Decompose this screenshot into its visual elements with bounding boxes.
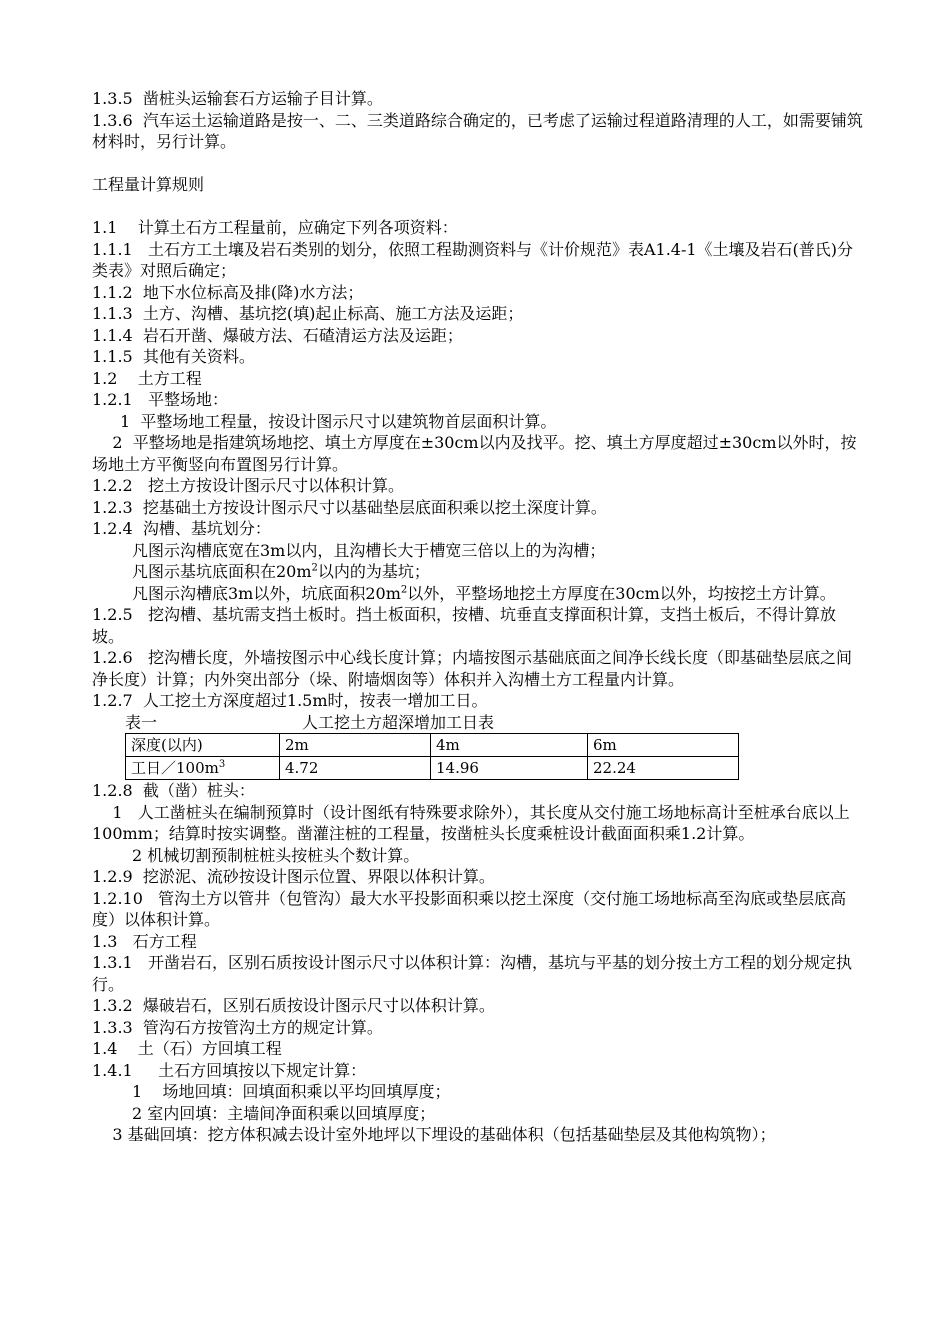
rule-line: 1.3.3 管沟石方按管沟土方的规定计算。 xyxy=(92,1017,383,1037)
rule-line: 1.4.1 土石方回填按以下规定计算： xyxy=(92,1060,367,1080)
rule-line: 1.2.1 平整场地： xyxy=(92,390,228,409)
table-row-label: 工日$/100m^3$ xyxy=(126,757,280,780)
table-header-cell: 6m xyxy=(588,734,739,757)
table-cell: 22.24 xyxy=(588,757,739,780)
rule-line: 1.2.10 管沟土方以管井（包管沟）最大水平投影面积乘以挖土深度（交付施工场地标高至沟底或垫层底高度）以体积计算。 xyxy=(92,888,847,929)
rule-line: 1.2 土方工程 xyxy=(92,368,202,388)
rules-block-c xyxy=(92,780,864,1146)
table-caption xyxy=(92,712,864,734)
rule-line: 1.1.3 土方、沟槽、基坑挖(填)起止标高、施工方法及运距； xyxy=(92,304,524,323)
rule-line: 1.1.5 其他有关资料。 xyxy=(92,347,255,366)
section-title: 工程量计算规则 xyxy=(92,175,205,194)
table-header-row xyxy=(126,734,739,757)
rule-line: 1.2.9 挖淤泥、流砂按设计图示位置、界限以体积计算。 xyxy=(92,867,495,886)
table-label: 表一 xyxy=(125,712,158,732)
rule-1-2-4-trench: 凡图示沟槽底宽在3m以内，且沟槽长大于槽宽三倍以上的为沟槽； xyxy=(132,540,606,560)
line-1-2-5: 1.2.5 挖沟槽、基坑需支挡土板时。挡土板面积，按槽、坑垂直支撑面积计算，支挡土板后，不得计算放坡。 xyxy=(92,605,836,646)
line-1-2-7: 1.2.7 人工挖土方深度超过1.5m时，按表一增加工日。 xyxy=(92,691,488,710)
table-header-cell: 2m xyxy=(280,734,431,757)
rule-line: 1.3.2 爆破岩石，区别石质按设计图示尺寸以体积计算。 xyxy=(92,996,495,1015)
line-1-3-5: 1.3.5 凿桩头运输套石方运输子目计算。 xyxy=(92,89,383,108)
extra-workday-table xyxy=(125,733,739,780)
rule-line: 1.2.4 沟槽、基坑划分： xyxy=(92,519,271,538)
table-row xyxy=(126,757,739,780)
rule-line: 1.2.2 挖土方按设计图示尺寸以体积计算。 xyxy=(92,476,404,495)
table-cell: 4.72 xyxy=(280,757,431,780)
table-title: 人工挖土方超深增加工日表 xyxy=(302,712,495,732)
rule-line: 1.1.4 岩石开凿、爆破方法、石碴清运方法及运距； xyxy=(92,325,463,345)
rule-line: 1 人工凿桩头在编制预算时（设计图纸有特殊要求除外），其长度从交付施工场地标高计至桩承台底以上100mm；结算时按实调整。凿灌注桩的工程量，按凿桩头长度乘桩设计截面面积乘1.2计算。 xyxy=(92,802,850,843)
rule-line: 1 平整场地工程量，按设计图示尺寸以建筑物首层面积计算。 xyxy=(120,411,557,431)
rule-line: 1 场地回填：回填面积乘以平均回填厚度； xyxy=(132,1082,451,1101)
rule-line: 2 平整场地是指建筑场地挖、填土方厚度在±30cm以内及找平。挖、填土方厚度超过±30cm以外时，按场地土方平衡竖向布置图另行计算。 xyxy=(92,433,857,474)
rule-line: 1.1 计算土石方工程量前，应确定下列各项资料： xyxy=(92,218,458,237)
line-1-3-6: 1.3.6 汽车运土运输道路是按一、二、三类道路综合确定的，已考虑了运输过程道路清理的人工，如需要铺筑材料时，另行计算。 xyxy=(92,110,863,151)
table-cell: 14.96 xyxy=(431,757,588,780)
table-header-cell: 4m xyxy=(431,734,588,757)
rule-line: 1.3.1 开凿岩石，区别石质按设计图示尺寸以体积计算：沟槽，基坑与平基的划分按土方工程的划分规定执行。 xyxy=(92,953,852,994)
rule-line: 3 基础回填：挖方体积减去设计室外地坪以下埋设的基础体积（包括基础垫层及其他构筑物）； xyxy=(92,1125,776,1144)
rule-line: 1.1.2 地下水位标高及排(降)水方法； xyxy=(92,282,364,302)
rule-1-2-4-pit: 凡图示基坑底面积在$20m^2$以内的为基坑； xyxy=(132,562,430,581)
rule-1-2-4-excavation: 凡图示沟槽底3m以外，坑底面积$20m^2$以外，平整场地挖土方厚度在30cm以外，均按挖土方计算。 xyxy=(132,583,836,603)
rule-line: 1.2.8 截（凿）桩头： xyxy=(92,781,255,800)
rules-block-a xyxy=(92,217,864,540)
document-page xyxy=(92,88,864,1146)
line-1-2-6: 1.2.6 挖沟槽长度，外墙按图示中心线长度计算；内墙按图示基础底面之间净长线长度（即基础垫层底之间净长度）计算；内外突出部分（垛、附墙烟囱等）体积并入沟槽土方工程量内计算。 xyxy=(92,648,852,689)
table-header-cell: 深度(以内) xyxy=(126,734,280,757)
rule-line: 1.4 土（石）方回填工程 xyxy=(92,1039,282,1058)
rule-line: 1.3 石方工程 xyxy=(92,931,197,951)
rule-line: 2 室内回填：主墙间净面积乘以回填厚度； xyxy=(132,1103,436,1123)
rule-line: 1.2.3 挖基础土方按设计图示尺寸以基础垫层底面积乘以挖土深度计算。 xyxy=(92,497,607,517)
rule-line: 1.1.1 土石方工土壤及岩石类别的划分，依照工程勘测资料与《计价规范》表A1.4-1《土壤及岩石(普氏)分类表》对照后确定； xyxy=(92,239,854,280)
rule-line: 2 机械切割预制桩桩头按桩头个数计算。 xyxy=(132,845,420,865)
